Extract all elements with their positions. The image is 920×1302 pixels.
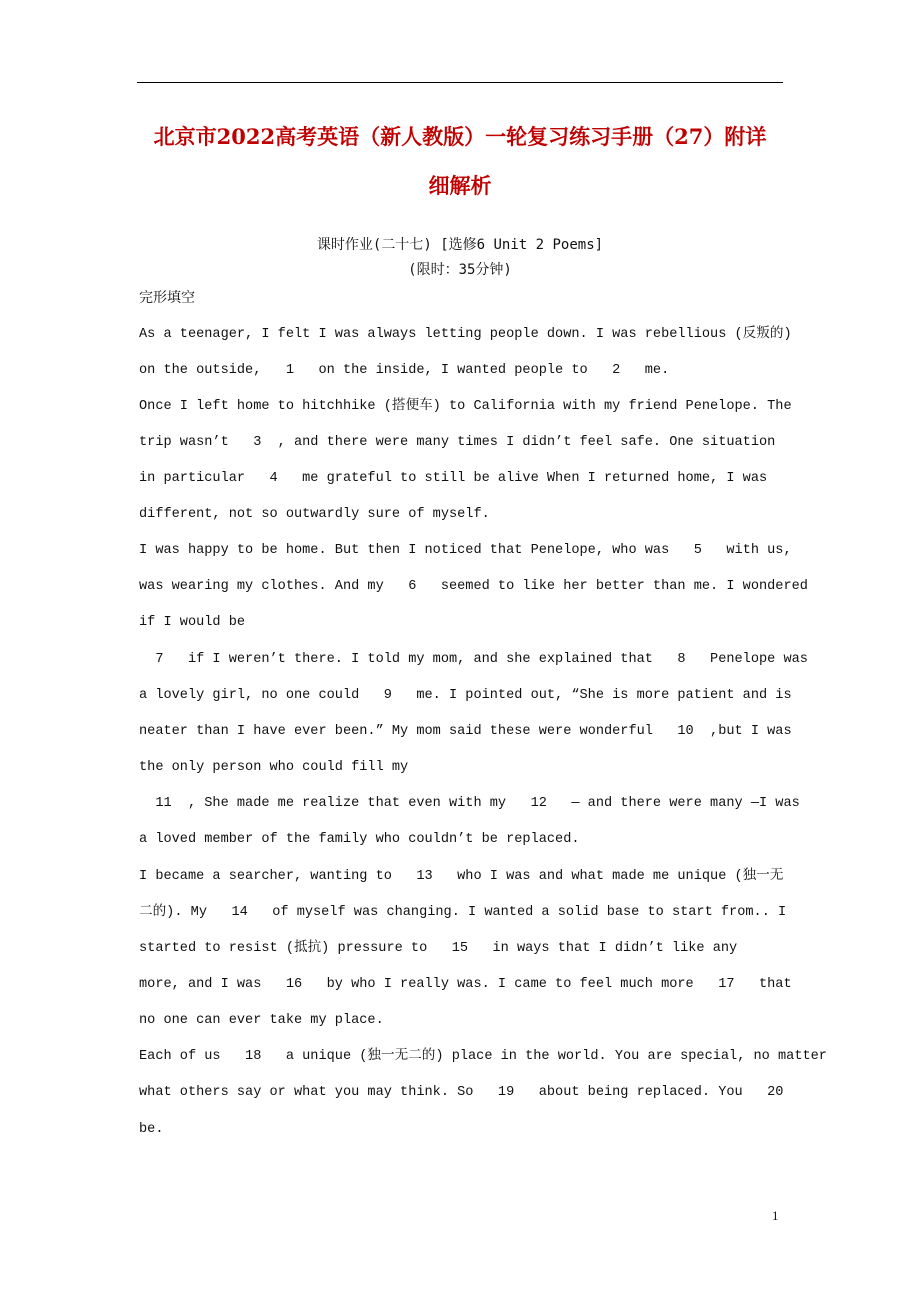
- passage-line: was wearing my clothes. And my 6 seemed to like her better than me. I wondered: [139, 579, 808, 594]
- passage-line: in particular 4 me grateful to still be alive When I returned home, I was: [139, 471, 768, 486]
- page-number: 1: [772, 1208, 779, 1223]
- passage-line: 7 if I weren’t there. I told my mom, and she explained that 8 Penelope was: [139, 652, 808, 667]
- passage-line: I was happy to be home. But then I noticed that Penelope, who was 5 with us,: [139, 543, 792, 558]
- passage-line: Once I left home to hitchhike (搭便车) to California with my friend Penelope. The: [139, 399, 792, 414]
- passage-line: neater than I have ever been.” My mom said these were wonderful 10 ,but I was: [139, 724, 792, 739]
- passage-line: started to resist (抵抗) pressure to 15 in ways that I didn’t like any: [139, 941, 738, 956]
- passage-line: As a teenager, I felt I was always letting people down. I was rebellious (反叛的): [139, 327, 792, 342]
- assignment-subtitle: 课时作业(二十七) [选修6 Unit 2 Poems]: [316, 237, 604, 253]
- passage-line: 二的). My 14 of myself was changing. I wanted a solid base to start from.. I: [139, 905, 787, 920]
- passage-line: be.: [139, 1122, 164, 1137]
- passage-line: 11 , She made me realize that even with my 12 — and there were many —I was: [139, 796, 800, 811]
- passage-line: I became a searcher, wanting to 13 who I was and what made me unique (独一无: [139, 869, 784, 884]
- passage-line: different, not so outwardly sure of myself.: [139, 507, 490, 522]
- doc-title-line-2: 细解析: [428, 173, 492, 198]
- passage-line: more, and I was 16 by who I really was. I came to feel much more 17 that: [139, 977, 792, 992]
- doc-title-line-1: 北京市2022高考英语（新人教版）一轮复习练习手册（27）附详: [153, 124, 767, 149]
- passage-line: no one can ever take my place.: [139, 1013, 384, 1028]
- section-heading: 完形填空: [139, 290, 195, 306]
- passage-line: trip wasn’t 3 , and there were many times I didn’t feel safe. One situation: [139, 435, 776, 450]
- passage-line: Each of us 18 a unique (独一无二的) place in the world. You are special, no matter: [139, 1049, 827, 1064]
- passage-line: what others say or what you may think. So 19 about being replaced. You 20: [139, 1085, 784, 1100]
- passage-line: if I would be: [139, 615, 246, 630]
- time-limit: (限时：35分钟): [408, 262, 512, 278]
- passage-line: a loved member of the family who couldn’t be replaced.: [139, 832, 580, 847]
- header-rule: [137, 82, 783, 83]
- passage-line: on the outside, 1 on the inside, I wanted people to 2 me.: [139, 363, 670, 378]
- passage-line: the only person who could fill my: [139, 760, 409, 775]
- passage-line: a lovely girl, no one could 9 me. I pointed out, “She is more patient and is: [139, 688, 792, 703]
